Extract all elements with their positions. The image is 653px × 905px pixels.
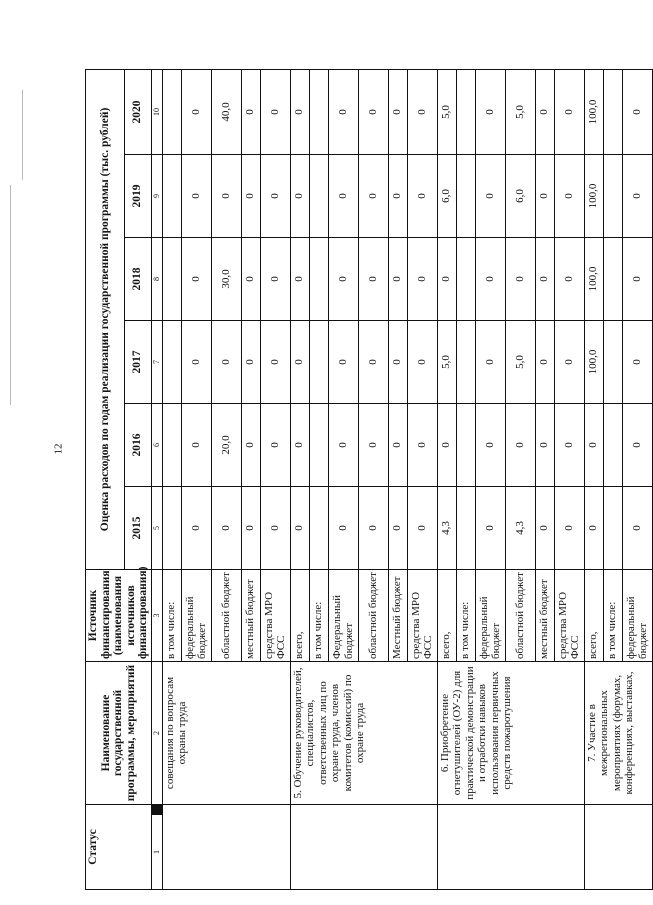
scan-mark bbox=[10, 185, 11, 405]
value-cell: 0 bbox=[358, 487, 388, 570]
value-cell: 0 bbox=[407, 69, 437, 154]
value-cell: 30,0 bbox=[211, 238, 241, 321]
value-cell: 0 bbox=[328, 321, 358, 404]
index-cell: 8 bbox=[151, 238, 162, 321]
value-cell bbox=[456, 487, 475, 570]
index-cell: 5 bbox=[151, 487, 162, 570]
value-cell: 0 bbox=[358, 238, 388, 321]
value-cell: 6,0 bbox=[437, 155, 456, 238]
index-marker bbox=[151, 805, 162, 815]
value-cell: 5,0 bbox=[437, 69, 456, 154]
value-cell bbox=[603, 321, 622, 404]
index-cell: 6 bbox=[151, 404, 162, 487]
value-cell bbox=[456, 69, 475, 154]
index-cell: 2 bbox=[151, 662, 162, 805]
measure-name: совещания по вопросам охраны труда bbox=[162, 662, 290, 805]
funding-source: местный бюджет bbox=[535, 570, 554, 662]
value-cell: 0 bbox=[290, 321, 309, 404]
value-cell: 0 bbox=[290, 155, 309, 238]
expenditure-table bbox=[85, 69, 653, 890]
value-cell bbox=[162, 238, 181, 321]
value-cell: 5,0 bbox=[437, 321, 456, 404]
value-cell: 40,0 bbox=[211, 69, 241, 154]
measure-name: 7. Участие в межрегиональных мероприятиях (форумах, конференциях, выставках, bbox=[584, 662, 652, 805]
value-cell: 0 bbox=[328, 238, 358, 321]
header-source: Источник финансирования (наименования источников финансирования) bbox=[86, 570, 152, 662]
value-cell: 100,0 bbox=[584, 155, 603, 238]
status-cell bbox=[584, 805, 652, 890]
value-cell: 0 bbox=[622, 69, 652, 154]
funding-source: областной бюджет bbox=[505, 570, 535, 662]
value-cell: 0 bbox=[241, 155, 260, 238]
funding-source: областной бюджет bbox=[211, 570, 241, 662]
table-row bbox=[437, 69, 456, 889]
funding-source: Местный бюджет bbox=[388, 570, 407, 662]
value-cell: 4,3 bbox=[437, 487, 456, 570]
value-cell: 0 bbox=[290, 69, 309, 154]
value-cell: 0 bbox=[622, 487, 652, 570]
scan-mark bbox=[22, 90, 23, 180]
value-cell bbox=[162, 487, 181, 570]
value-cell: 5,0 bbox=[505, 321, 535, 404]
value-cell: 0 bbox=[388, 238, 407, 321]
value-cell: 4,3 bbox=[505, 487, 535, 570]
value-cell: 0 bbox=[211, 155, 241, 238]
value-cell: 0 bbox=[622, 238, 652, 321]
page-number: 12 bbox=[52, 443, 65, 455]
measure-name: 6. Приобретение огнетушителей (ОУ-2) для практической демонстрации и отработки навыков использования первичных средств пожаротушения bbox=[437, 662, 584, 805]
value-cell: 0 bbox=[388, 155, 407, 238]
value-cell: 0 bbox=[407, 238, 437, 321]
header-year: 2019 bbox=[124, 155, 151, 238]
status-cell bbox=[437, 805, 584, 890]
funding-source: местный бюджет bbox=[241, 570, 260, 662]
measure-name: 5. Обучение руководителей, специалистов, ответственных лиц по охране труда, членов комитетов (комиссий) по охране труда bbox=[290, 662, 437, 805]
column-index-row bbox=[151, 69, 162, 889]
funding-source: всего, bbox=[437, 570, 456, 662]
value-cell: 0 bbox=[437, 404, 456, 487]
value-cell: 0 bbox=[260, 238, 290, 321]
value-cell: 0 bbox=[388, 321, 407, 404]
value-cell: 20,0 bbox=[211, 404, 241, 487]
value-cell: 0 bbox=[388, 487, 407, 570]
funding-source: средства МРО ФСС bbox=[554, 570, 584, 662]
value-cell: 0 bbox=[554, 487, 584, 570]
value-cell: 0 bbox=[181, 487, 211, 570]
value-cell: 0 bbox=[535, 69, 554, 154]
value-cell: 0 bbox=[407, 321, 437, 404]
value-cell: 0 bbox=[260, 404, 290, 487]
value-cell: 5,0 bbox=[505, 69, 535, 154]
value-cell: 0 bbox=[290, 487, 309, 570]
value-cell: 0 bbox=[260, 69, 290, 154]
header-status: Статус bbox=[86, 805, 152, 890]
value-cell: 0 bbox=[622, 155, 652, 238]
value-cell bbox=[309, 69, 328, 154]
value-cell: 100,0 bbox=[584, 238, 603, 321]
value-cell: 0 bbox=[328, 487, 358, 570]
value-cell: 0 bbox=[211, 321, 241, 404]
funding-source: областной бюджет bbox=[358, 570, 388, 662]
value-cell: 0 bbox=[241, 321, 260, 404]
value-cell: 0 bbox=[328, 155, 358, 238]
table-row bbox=[162, 69, 181, 889]
value-cell: 0 bbox=[437, 238, 456, 321]
funding-source: всего, bbox=[584, 570, 603, 662]
status-cell bbox=[290, 805, 437, 890]
value-cell bbox=[603, 69, 622, 154]
table-row bbox=[290, 69, 309, 889]
funding-source: федеральный бюджет bbox=[181, 570, 211, 662]
funding-source: Федеральный бюджет bbox=[328, 570, 358, 662]
value-cell: 0 bbox=[388, 69, 407, 154]
value-cell: 0 bbox=[622, 404, 652, 487]
value-cell bbox=[162, 69, 181, 154]
funding-source: федеральный бюджет bbox=[622, 570, 652, 662]
value-cell: 0 bbox=[407, 487, 437, 570]
funding-source: в том числе: bbox=[603, 570, 622, 662]
index-cell: 1 bbox=[151, 815, 162, 890]
value-cell: 0 bbox=[505, 238, 535, 321]
value-cell: 0 bbox=[554, 238, 584, 321]
value-cell: 0 bbox=[475, 69, 505, 154]
value-cell bbox=[162, 155, 181, 238]
table-body bbox=[86, 69, 653, 889]
value-cell: 0 bbox=[407, 155, 437, 238]
header-year: 2016 bbox=[124, 404, 151, 487]
value-cell: 0 bbox=[181, 321, 211, 404]
value-cell bbox=[456, 155, 475, 238]
value-cell: 0 bbox=[358, 155, 388, 238]
value-cell bbox=[309, 155, 328, 238]
value-cell: 0 bbox=[554, 321, 584, 404]
value-cell bbox=[309, 487, 328, 570]
value-cell bbox=[309, 321, 328, 404]
value-cell: 6,0 bbox=[505, 155, 535, 238]
header-year: 2015 bbox=[124, 487, 151, 570]
rotated-table-frame bbox=[85, 70, 649, 890]
value-cell: 0 bbox=[535, 321, 554, 404]
value-cell bbox=[456, 404, 475, 487]
value-cell: 0 bbox=[554, 404, 584, 487]
index-cell: 10 bbox=[151, 69, 162, 154]
value-cell bbox=[603, 487, 622, 570]
value-cell bbox=[603, 238, 622, 321]
funding-source: в том числе: bbox=[162, 570, 181, 662]
value-cell: 0 bbox=[622, 321, 652, 404]
value-cell: 0 bbox=[290, 238, 309, 321]
value-cell: 0 bbox=[181, 69, 211, 154]
value-cell: 0 bbox=[535, 487, 554, 570]
header-estimate: Оценка расходов по годам реализации государственной программы (тыс. рублей) bbox=[86, 69, 125, 569]
value-cell: 0 bbox=[554, 155, 584, 238]
value-cell: 0 bbox=[358, 321, 388, 404]
value-cell bbox=[456, 321, 475, 404]
value-cell: 0 bbox=[290, 404, 309, 487]
value-cell: 0 bbox=[475, 404, 505, 487]
value-cell: 0 bbox=[241, 404, 260, 487]
value-cell: 0 bbox=[475, 321, 505, 404]
value-cell: 0 bbox=[475, 487, 505, 570]
value-cell: 0 bbox=[181, 238, 211, 321]
value-cell: 0 bbox=[211, 487, 241, 570]
header-program: Наименование государственной программы, мероприятий bbox=[86, 662, 152, 805]
value-cell: 0 bbox=[358, 69, 388, 154]
value-cell: 0 bbox=[260, 487, 290, 570]
value-cell bbox=[309, 238, 328, 321]
value-cell: 0 bbox=[407, 404, 437, 487]
value-cell: 0 bbox=[328, 69, 358, 154]
index-cell: 9 bbox=[151, 155, 162, 238]
value-cell: 0 bbox=[554, 69, 584, 154]
value-cell: 0 bbox=[584, 487, 603, 570]
status-cell bbox=[162, 805, 290, 890]
value-cell: 0 bbox=[535, 404, 554, 487]
value-cell: 0 bbox=[535, 155, 554, 238]
funding-source: всего, bbox=[290, 570, 309, 662]
value-cell: 0 bbox=[505, 404, 535, 487]
value-cell: 0 bbox=[475, 238, 505, 321]
value-cell: 0 bbox=[181, 155, 211, 238]
value-cell bbox=[603, 404, 622, 487]
value-cell: 0 bbox=[584, 404, 603, 487]
funding-source: в том числе: bbox=[309, 570, 328, 662]
header-year: 2018 bbox=[124, 238, 151, 321]
value-cell: 0 bbox=[358, 404, 388, 487]
funding-source: средства МРО ФСС bbox=[407, 570, 437, 662]
index-cell: 3 bbox=[151, 570, 162, 662]
header-year: 2017 bbox=[124, 321, 151, 404]
value-cell: 0 bbox=[241, 69, 260, 154]
value-cell: 0 bbox=[328, 404, 358, 487]
value-cell: 0 bbox=[260, 321, 290, 404]
value-cell: 0 bbox=[241, 487, 260, 570]
value-cell bbox=[162, 404, 181, 487]
table-row bbox=[584, 69, 603, 889]
funding-source: в том числе: bbox=[456, 570, 475, 662]
index-cell: 7 bbox=[151, 321, 162, 404]
value-cell bbox=[456, 238, 475, 321]
value-cell: 100,0 bbox=[584, 321, 603, 404]
value-cell: 100,0 bbox=[584, 69, 603, 154]
value-cell: 0 bbox=[388, 404, 407, 487]
funding-source: федеральный бюджет bbox=[475, 570, 505, 662]
value-cell: 0 bbox=[260, 155, 290, 238]
funding-source: средства МРО ФСС bbox=[260, 570, 290, 662]
value-cell: 0 bbox=[241, 238, 260, 321]
value-cell: 0 bbox=[475, 155, 505, 238]
value-cell: 0 bbox=[535, 238, 554, 321]
value-cell bbox=[309, 404, 328, 487]
value-cell bbox=[162, 321, 181, 404]
value-cell bbox=[603, 155, 622, 238]
value-cell: 0 bbox=[181, 404, 211, 487]
header-year: 2020 bbox=[124, 69, 151, 154]
